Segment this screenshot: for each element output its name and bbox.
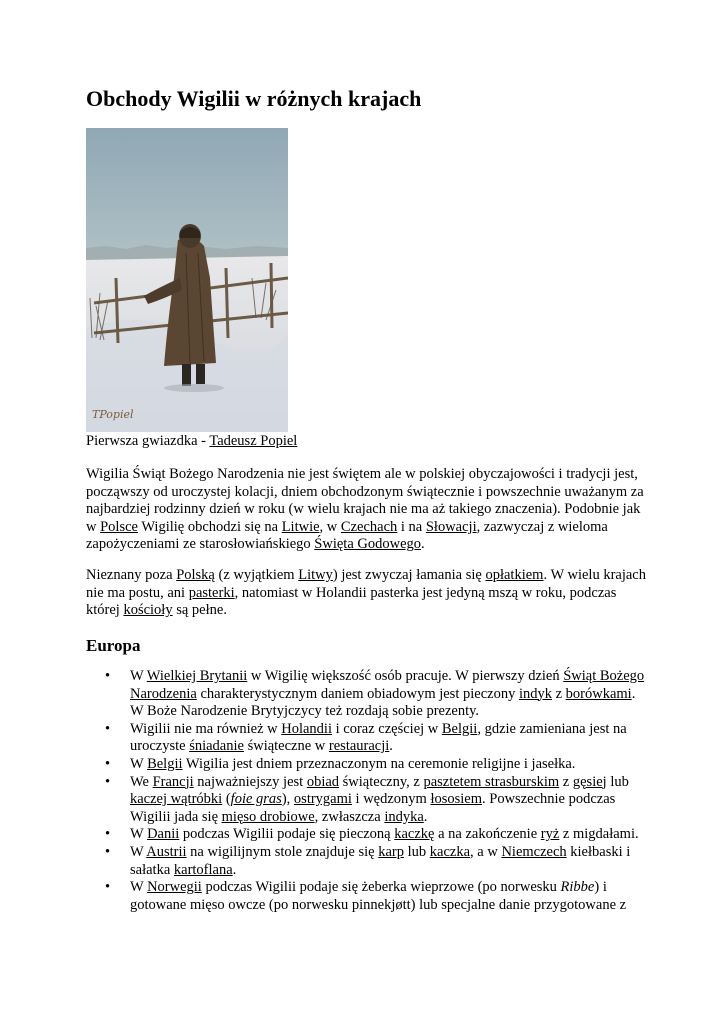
text: . <box>421 536 425 553</box>
link-slowacji[interactable]: Słowacji <box>425 518 477 535</box>
link-gesiej[interactable]: gęsiej <box>572 773 607 790</box>
text: Nieznany poza <box>86 567 177 583</box>
text: w Wigilię większość osób pracuje. W pierwszy dzień <box>247 668 564 684</box>
bullet-icon: • <box>105 826 111 843</box>
link-swieta-godowego[interactable]: Święta Godowego <box>314 536 422 553</box>
bullet-icon: • <box>105 843 111 860</box>
text: świąteczny, z <box>339 773 424 790</box>
link-sniadanie[interactable]: śniadanie <box>189 738 244 755</box>
section-heading-europa: Europa <box>86 636 141 655</box>
text: najważniejszy jest <box>193 773 307 790</box>
text: (z wyjątkiem <box>214 567 299 583</box>
link-litwy[interactable]: Litwy <box>298 567 333 583</box>
oplatek-paragraph <box>86 567 646 620</box>
text: podczas Wigilii podaje się pieczoną <box>179 826 395 843</box>
text: . <box>389 738 393 755</box>
link-foie-gras[interactable]: foie gras <box>230 791 282 808</box>
text: charakterystycznym daniem obiadowym jest pieczony <box>196 685 519 702</box>
text: Wigilii nie ma również w <box>130 720 282 737</box>
text: są pełne. <box>172 602 227 619</box>
link-obiad[interactable]: obiad <box>306 773 340 790</box>
text: a na zakończenie <box>434 826 541 843</box>
link-indyka[interactable]: indyka <box>384 808 424 825</box>
list-item <box>105 773 646 827</box>
text: z <box>559 773 573 790</box>
link-norwegii[interactable]: Norwegii <box>147 879 202 896</box>
text: i wędzonym <box>351 791 431 808</box>
image-caption <box>86 433 297 450</box>
link-kartoflana[interactable]: kartoflana <box>173 861 233 878</box>
list-item <box>105 755 646 774</box>
link-polska[interactable]: Polską <box>176 567 215 583</box>
link-mieso-drobiowe[interactable]: mięso drobiowe <box>221 808 315 825</box>
link-ostrygami[interactable]: ostrygami <box>293 791 352 808</box>
list-item <box>105 826 646 844</box>
text: na wigilijnym stole znajduje się <box>186 843 379 860</box>
link-czechach[interactable]: Czechach <box>340 518 398 535</box>
link-wielkiej-brytanii[interactable]: Wielkiej Brytanii <box>146 668 248 684</box>
text: , natomiast w Holandii pasterka jest jedyną mszą w roku, podczas której <box>86 584 617 619</box>
text: W <box>130 668 147 684</box>
link-danii[interactable]: Danii <box>147 826 180 843</box>
bullet-icon: • <box>105 755 111 772</box>
svg-text:TPopiel: TPopiel <box>92 408 134 421</box>
intro-paragraph <box>86 466 646 554</box>
page-title: Obchody Wigilii w różnych krajach <box>86 86 422 111</box>
link-belgii[interactable]: Belgii <box>441 720 478 737</box>
link-niemczech[interactable]: Niemczech <box>501 843 567 860</box>
text: lub <box>606 773 629 790</box>
link-lososiem[interactable]: łososiem <box>430 791 483 808</box>
painting-image <box>86 128 288 432</box>
link-indyk[interactable]: indyk <box>518 685 552 702</box>
link-polsce[interactable]: Polsce <box>100 518 138 535</box>
text: W <box>130 826 148 843</box>
text: ), <box>281 791 294 808</box>
text: We <box>130 773 153 790</box>
link-kaczej-watrobki[interactable]: kaczej wątróbki <box>130 791 223 808</box>
text: , zwłaszcza <box>314 808 385 825</box>
text: . Powszechnie podczas Wigilii jada się <box>130 791 616 825</box>
text: , gdzie zamieniana jest na uroczyste <box>130 720 627 755</box>
text: , w <box>319 518 341 535</box>
link-borowkami[interactable]: borówkami <box>565 685 632 702</box>
author-link[interactable]: Tadeusz Popiel <box>209 433 298 449</box>
caption-prefix: Pierwsza gwiazdka - <box>86 433 210 449</box>
text: . W wielu krajach nie ma postu, ani <box>86 567 646 601</box>
list-item <box>105 843 646 879</box>
text: ) i gotowane mięso owcze (po norwesku pinnekjøtt) lub specjalne danie przygotowane z <box>130 879 627 913</box>
link-austrii[interactable]: Austrii <box>146 843 187 860</box>
text: Wigilia jest dniem przeznaczonym na ceremonie religijne i jasełka. <box>182 755 576 772</box>
link-kaczke[interactable]: kaczkę <box>394 826 435 843</box>
text: W <box>130 843 147 860</box>
text: , a w <box>470 843 502 860</box>
link-francji[interactable]: Francji <box>152 773 194 790</box>
text: W <box>130 755 148 772</box>
text: . <box>232 861 237 878</box>
link-ryz[interactable]: ryż <box>540 826 560 843</box>
list-item <box>105 720 646 756</box>
bullet-icon: • <box>105 773 111 790</box>
link-pasztetem-strasburskim[interactable]: pasztetem strasburskim <box>423 773 560 790</box>
list-item <box>105 879 646 914</box>
text: podczas Wigilii podaje się żeberka wieprzowe (po norwesku <box>201 879 561 896</box>
link-belgii[interactable]: Belgii <box>147 755 183 772</box>
text: . <box>423 808 428 825</box>
link-swiat-bozego-narodzenia[interactable]: Świąt Bożego Narodzenia <box>130 668 645 702</box>
text: i na <box>397 518 426 535</box>
link-koscioly[interactable]: kościoły <box>123 602 173 619</box>
text: ( <box>222 791 231 808</box>
text: z migdałami. <box>559 826 639 843</box>
text: Wigilia Świąt Bożego Narodzenia nie jest świętem ale w polskiej obyczajowości i tradycji jest, począwszy od uroczystej kolacji, dniem obchodzonym świątecznie i powszechnie uważanym za najbardziej rodzinny dzień w roku (w wielu krajach nie ma aż takiego znaczenia). Podobnie jak w <box>86 466 644 535</box>
text: i coraz częściej w <box>331 720 442 737</box>
ribbe-term: Ribbe <box>560 879 595 896</box>
europe-list <box>86 668 646 914</box>
link-holandii[interactable]: Holandii <box>281 720 332 737</box>
bullet-icon: • <box>105 879 111 896</box>
link-karp[interactable]: karp <box>378 843 404 860</box>
link-litwie[interactable]: Litwie <box>281 518 320 535</box>
text: Wigilię obchodzi się na <box>137 518 282 535</box>
link-pasterki[interactable]: pasterki <box>188 584 235 601</box>
link-kaczka[interactable]: kaczka <box>429 843 471 860</box>
bullet-icon: • <box>105 720 111 737</box>
link-restauracji[interactable]: restauracji <box>328 738 390 755</box>
text: , zazwyczaj z wieloma zapożyczeniami ze starosłowiańskiego <box>86 518 608 553</box>
text: z <box>551 685 566 702</box>
text: świąteczne w <box>243 738 329 755</box>
text: W <box>130 879 148 896</box>
text: ) jest zwyczaj łamania się <box>332 567 486 583</box>
text: lub <box>403 843 430 860</box>
text: . W Boże Narodzenie Brytyjczycy też rozdają sobie prezenty. <box>130 685 636 720</box>
link-oplatkiem[interactable]: opłatkiem <box>485 567 544 583</box>
bullet-icon: • <box>105 668 111 684</box>
text: kiełbaski i sałatka <box>130 843 631 878</box>
list-item <box>105 668 646 721</box>
